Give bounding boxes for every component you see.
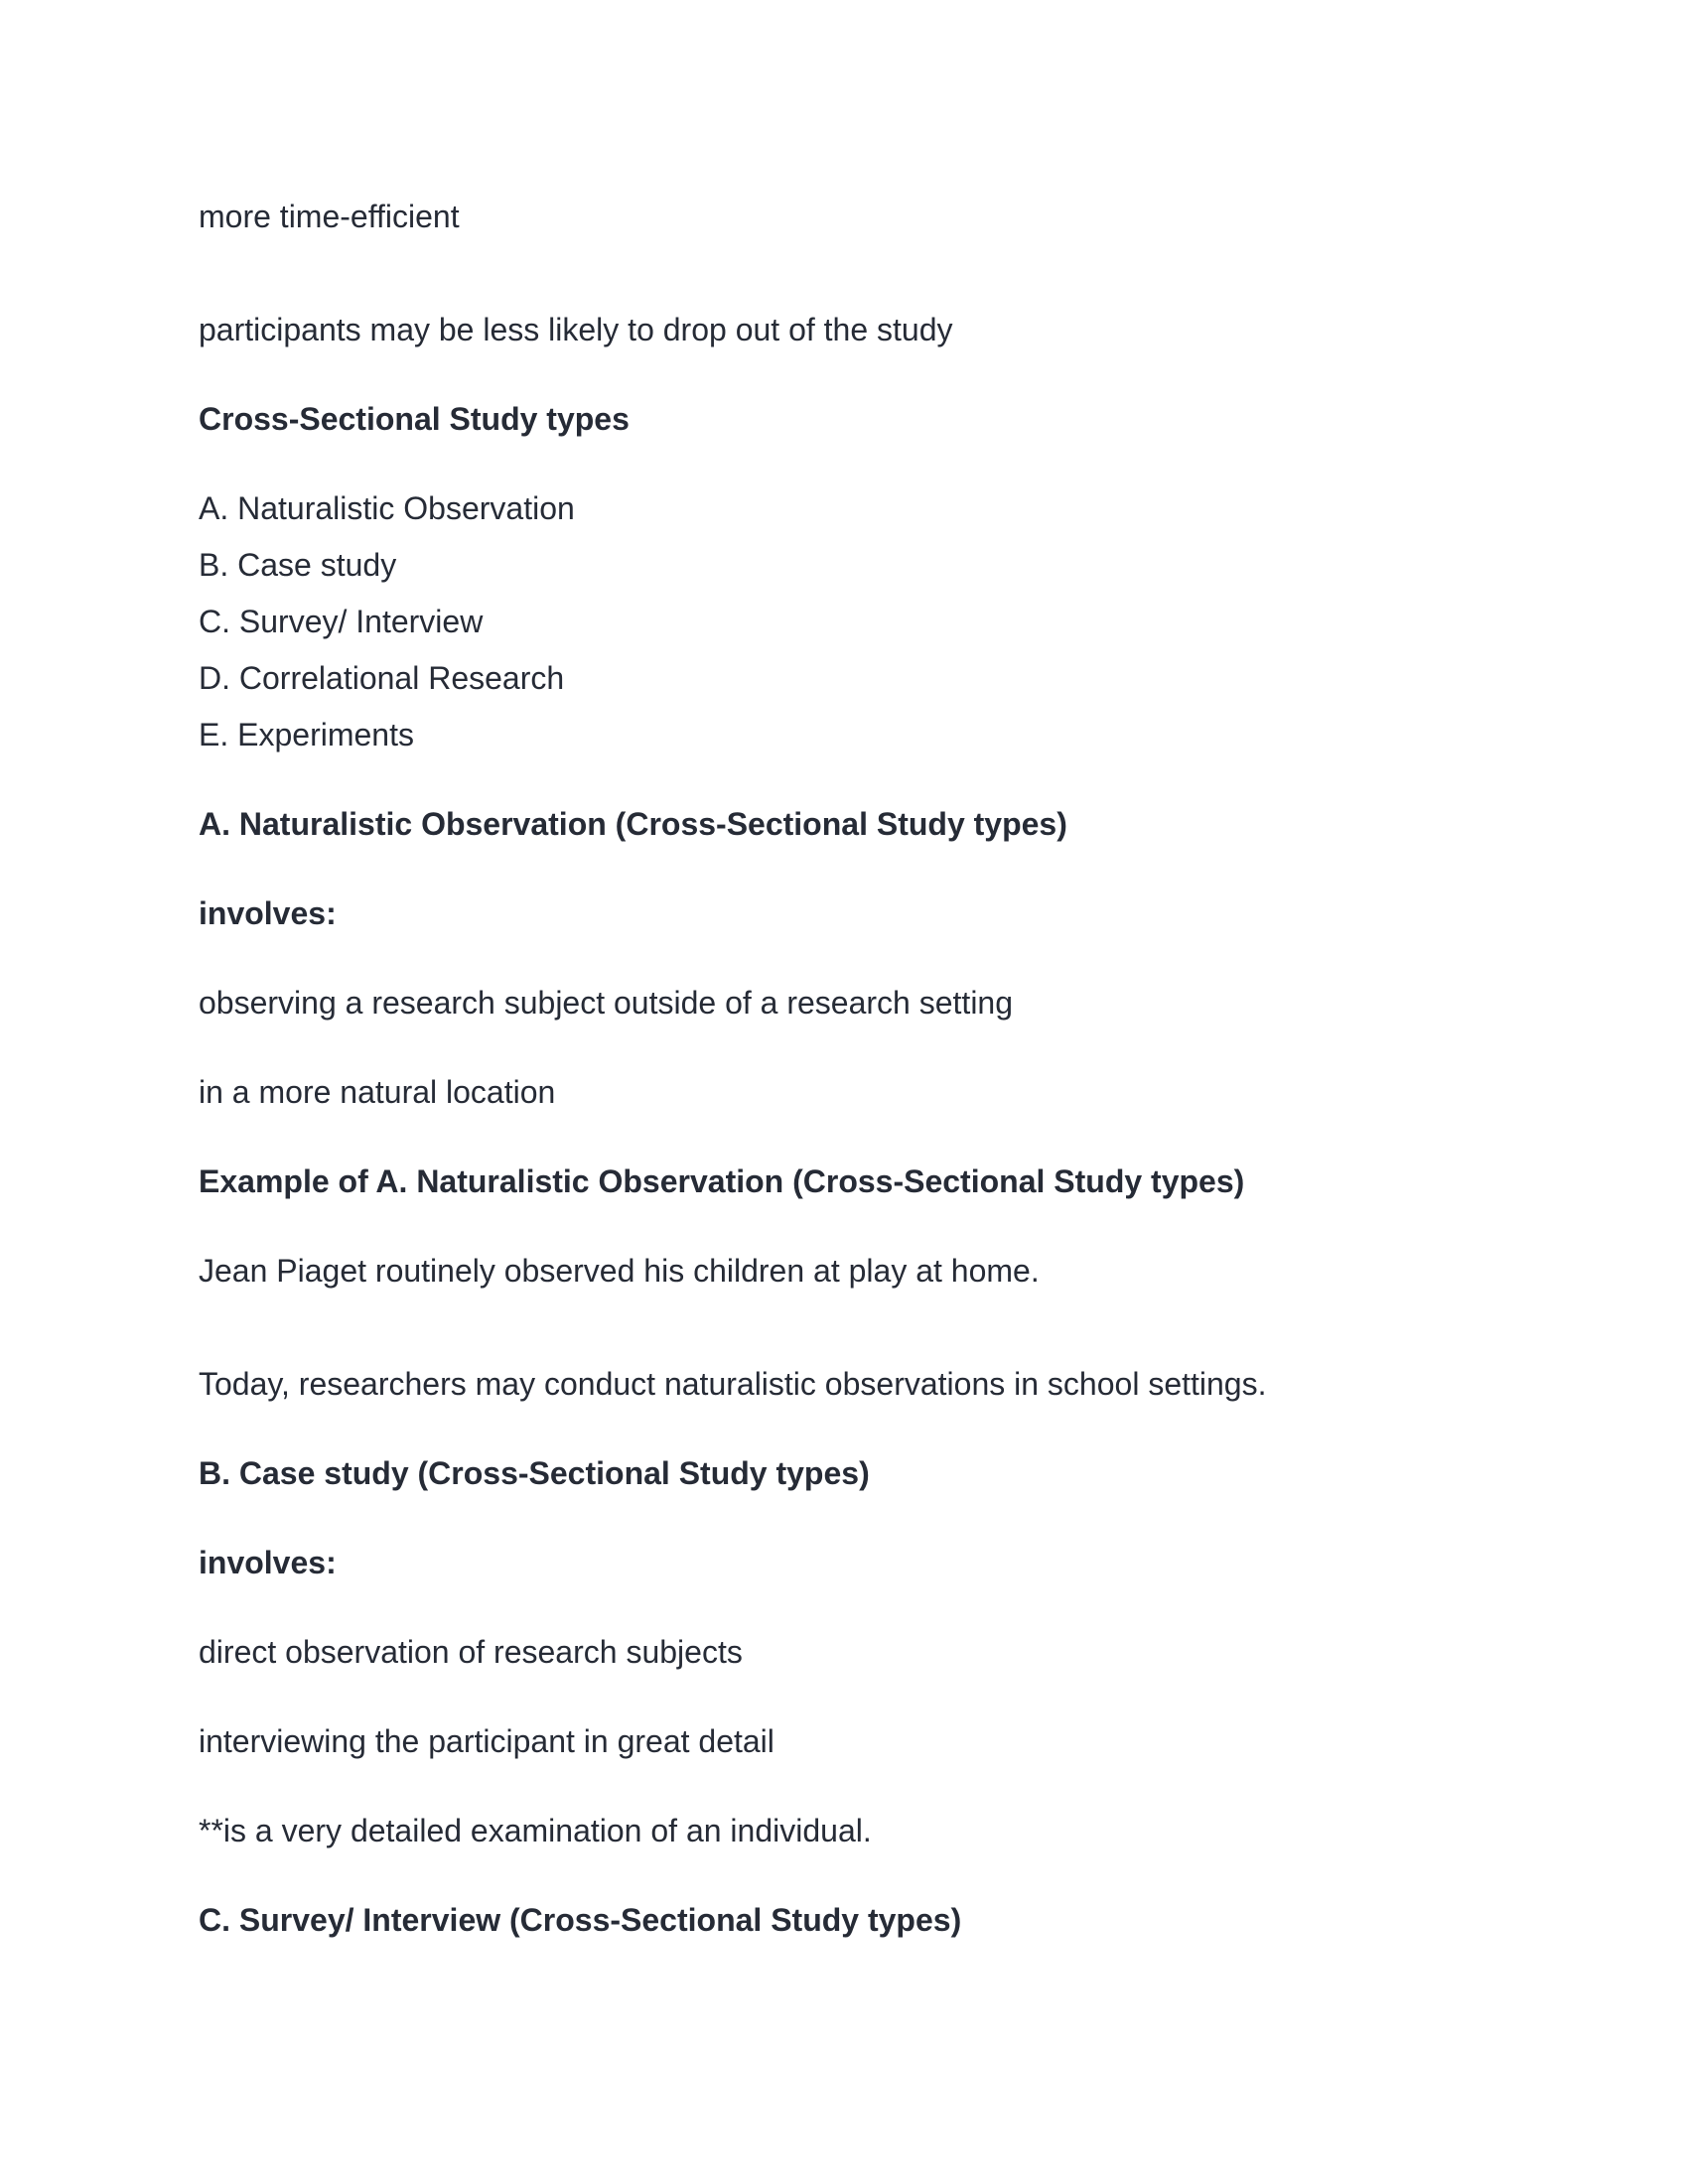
section-heading: C. Survey/ Interview (Cross-Sectional Study types) <box>199 1902 962 1938</box>
section-heading: Cross-Sectional Study types <box>199 401 630 437</box>
text-line: interviewing the participant in great detail <box>199 1723 774 1759</box>
text-line: more time-efficient <box>199 199 460 234</box>
list-item: E. Experiments <box>199 717 414 752</box>
list-item: B. Case study <box>199 547 397 583</box>
text-line: direct observation of research subjects <box>199 1634 743 1670</box>
list-item: C. Survey/ Interview <box>199 604 484 639</box>
subheading: involves: <box>199 1545 337 1580</box>
text-line: participants may be less likely to drop out of the study <box>199 312 953 347</box>
section-heading: A. Naturalistic Observation (Cross-Sectional Study types) <box>199 806 1067 842</box>
text-line: observing a research subject outside of a research setting <box>199 985 1014 1021</box>
list-item: A. Naturalistic Observation <box>199 490 575 526</box>
list-item: D. Correlational Research <box>199 660 565 696</box>
text-line: **is a very detailed examination of an individual. <box>199 1813 872 1848</box>
text-line: Jean Piaget routinely observed his children at play at home. <box>199 1253 1040 1289</box>
text-line: Today, researchers may conduct naturalistic observations in school settings. <box>199 1366 1267 1402</box>
subheading: involves: <box>199 895 337 931</box>
section-heading: B. Case study (Cross-Sectional Study types) <box>199 1455 870 1491</box>
text-line: in a more natural location <box>199 1074 556 1110</box>
section-heading: Example of A. Naturalistic Observation (Cross-Sectional Study types) <box>199 1163 1245 1199</box>
